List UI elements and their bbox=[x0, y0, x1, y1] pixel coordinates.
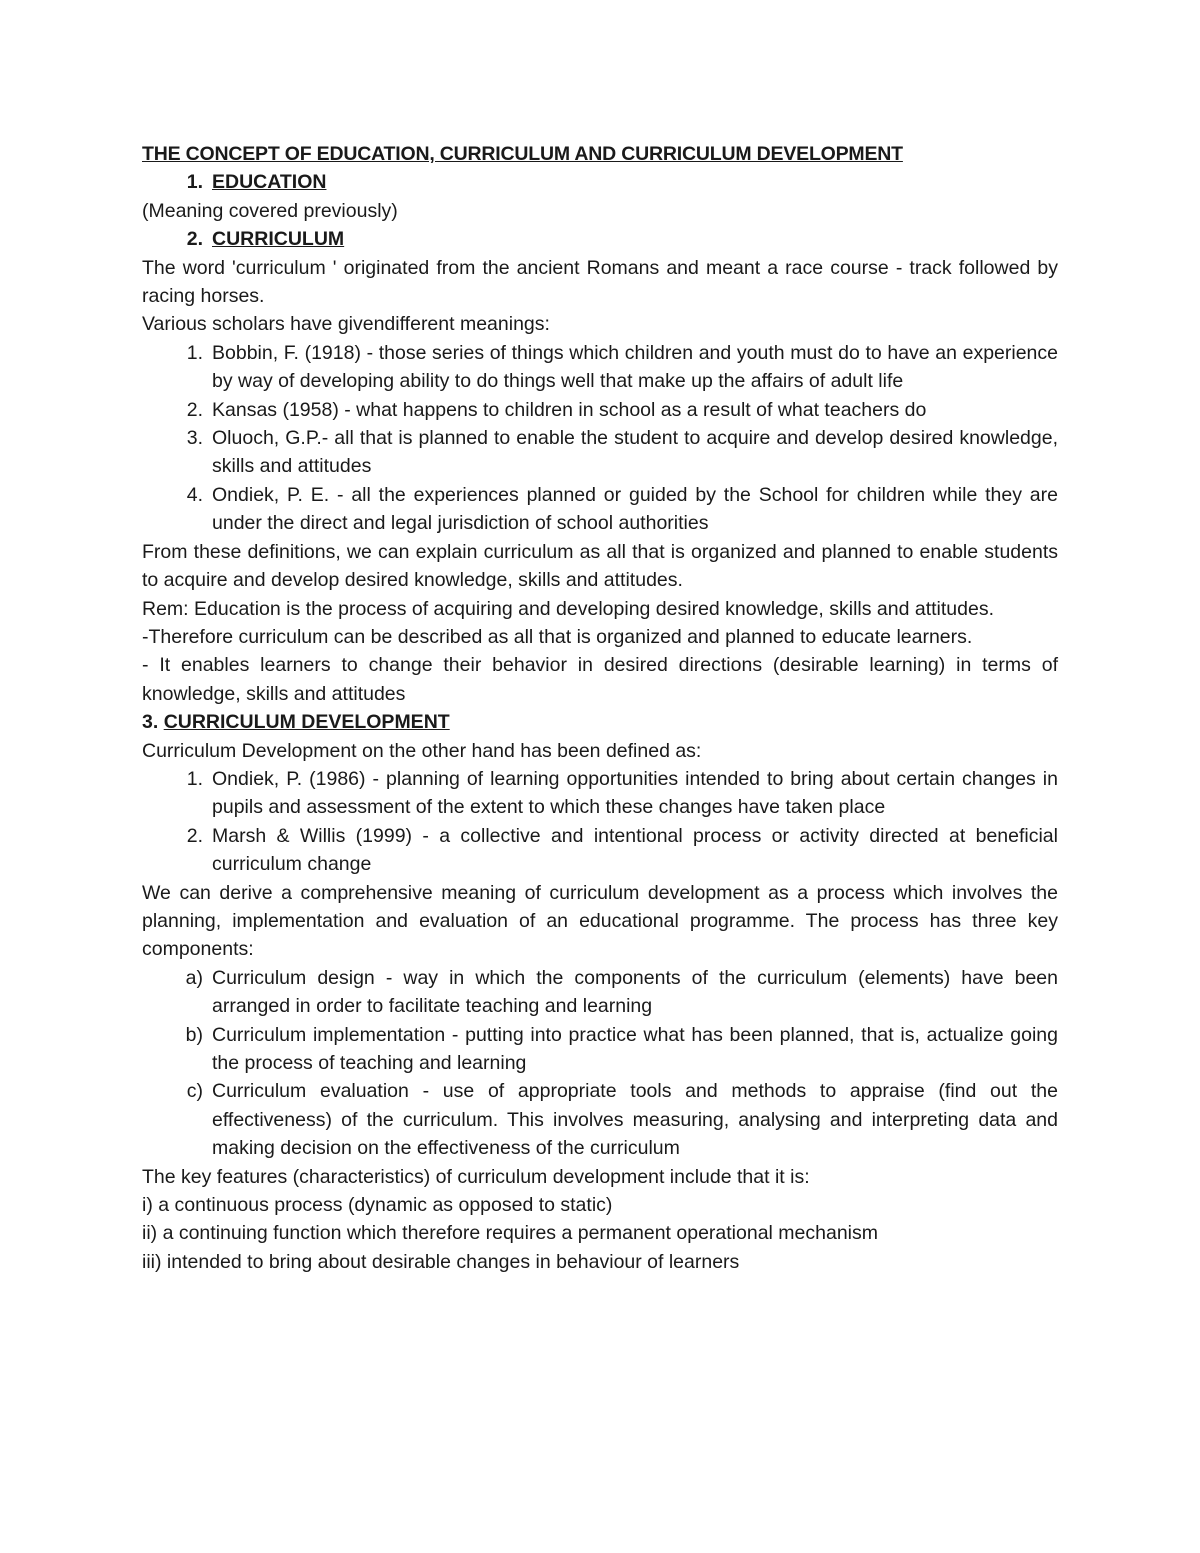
list-item bbox=[142, 396, 1058, 424]
list-item-text: Curriculum design - way in which the components of the curriculum (elements) have been arranged in order to facilitate teaching and learning bbox=[212, 966, 1058, 1018]
list-item-number: 2. bbox=[186, 824, 203, 847]
list-item-text: Oluoch, G.P.- all that is planned to enable the student to acquire and develop desired knowledge, skills and attitudes bbox=[212, 427, 1058, 478]
list-item bbox=[142, 1021, 1058, 1078]
list-item-text: Curriculum evaluation - use of appropriate tools and methods to appraise (find out the effectiveness) of the curriculum. This involves measuring, analysing and interpreting data and making decision on the effectiveness of the curriculum bbox=[212, 1080, 1058, 1160]
curriculum-origin-paragraph: The word 'curriculum ' originated from the ancient Romans and meant a race course - track followed by racing horses. bbox=[142, 256, 1058, 308]
education-note: (Meaning covered previously) bbox=[142, 199, 398, 222]
section-number: 2. bbox=[186, 228, 203, 251]
cd-feature-item: i) a continuous process (dynamic as opposed to static) bbox=[142, 1194, 613, 1217]
list-item-number: 4. bbox=[186, 483, 203, 506]
curriculum-enables-paragraph: - It enables learners to change their behavior in desired directions (desirable learning) in terms of knowledge, skills and attitudes bbox=[142, 654, 1058, 705]
document-page bbox=[142, 140, 1058, 1276]
cd-definitions-list bbox=[142, 765, 1058, 879]
section-number: 1. bbox=[186, 171, 203, 194]
list-item bbox=[142, 1077, 1058, 1162]
list-item-number: 2. bbox=[186, 398, 203, 421]
list-item-text: Curriculum implementation - putting into practice what has been planned, that is, actualize going the process of teaching and learning bbox=[212, 1023, 1058, 1074]
cd-intro: Curriculum Development on the other hand has been defined as: bbox=[142, 739, 702, 762]
scholars-intro: Various scholars have givendifferent meanings: bbox=[142, 313, 550, 336]
list-item-text: Ondiek, P. E. - all the experiences planned or guided by the School for children while they are under the direct and legal jurisdiction of school authorities bbox=[212, 483, 1058, 535]
cd-derive-paragraph: We can derive a comprehensive meaning of curriculum development as a process which involves the planning, implementation and evaluation of an educational programme. The process has three key components: bbox=[142, 881, 1058, 961]
list-item-text: Marsh & Willis (1999) - a collective and intentional process or activity directed at beneficial curriculum change bbox=[212, 824, 1058, 876]
document-title: THE CONCEPT OF EDUCATION, CURRICULUM AND CURRICULUM DEVELOPMENT bbox=[142, 143, 903, 165]
list-item-number: 3. bbox=[186, 427, 203, 450]
list-item-text: Bobbin, F. (1918) - those series of things which children and youth must do to have an experience by way of developing ability to do things well that make up the affairs of adult life bbox=[212, 341, 1058, 393]
cd-features-intro: The key features (characteristics) of curriculum development include that it is: bbox=[142, 1165, 810, 1188]
list-item bbox=[142, 964, 1058, 1021]
list-item bbox=[142, 339, 1058, 396]
curriculum-summary-paragraph: From these definitions, we can explain curriculum as all that is organized and planned to enable students to acquire and develop desired knowledge, skills and attitudes. bbox=[142, 540, 1058, 592]
curriculum-therefore-paragraph: -Therefore curriculum can be described as all that is organized and planned to educate learners. bbox=[142, 625, 973, 648]
education-remark-paragraph: Rem: Education is the process of acquiring and developing desired knowledge, skills and attitudes. bbox=[142, 597, 995, 620]
list-item bbox=[142, 424, 1058, 481]
section-curriculum-development-heading bbox=[142, 708, 1058, 736]
section-label: EDUCATION bbox=[212, 171, 327, 194]
list-item-letter: b) bbox=[185, 1023, 203, 1046]
list-item bbox=[142, 481, 1058, 538]
list-item bbox=[142, 822, 1058, 879]
section-label: CURRICULUM DEVELOPMENT bbox=[163, 711, 450, 734]
list-item-number: 1. bbox=[186, 341, 203, 364]
section-label: CURRICULUM bbox=[212, 228, 345, 251]
list-item-letter: a) bbox=[185, 966, 203, 989]
section-number: 3. bbox=[142, 711, 159, 734]
list-item-text: Kansas (1958) - what happens to children in school as a result of what teachers do bbox=[212, 398, 927, 421]
list-item bbox=[142, 765, 1058, 822]
list-item-number: 1. bbox=[186, 767, 203, 790]
list-item-letter: c) bbox=[186, 1080, 203, 1103]
cd-feature-item: ii) a continuing function which therefore requires a permanent operational mechanism bbox=[142, 1222, 878, 1245]
section-education-heading bbox=[142, 168, 1058, 196]
cd-components-list bbox=[142, 964, 1058, 1163]
curriculum-definitions-list bbox=[142, 339, 1058, 538]
section-curriculum-heading bbox=[142, 225, 1058, 253]
list-item-text: Ondiek, P. (1986) - planning of learning opportunities intended to bring about certain changes in pupils and assessment of the extent to which these changes have taken place bbox=[212, 767, 1058, 819]
cd-feature-item: iii) intended to bring about desirable changes in behaviour of learners bbox=[142, 1250, 740, 1273]
